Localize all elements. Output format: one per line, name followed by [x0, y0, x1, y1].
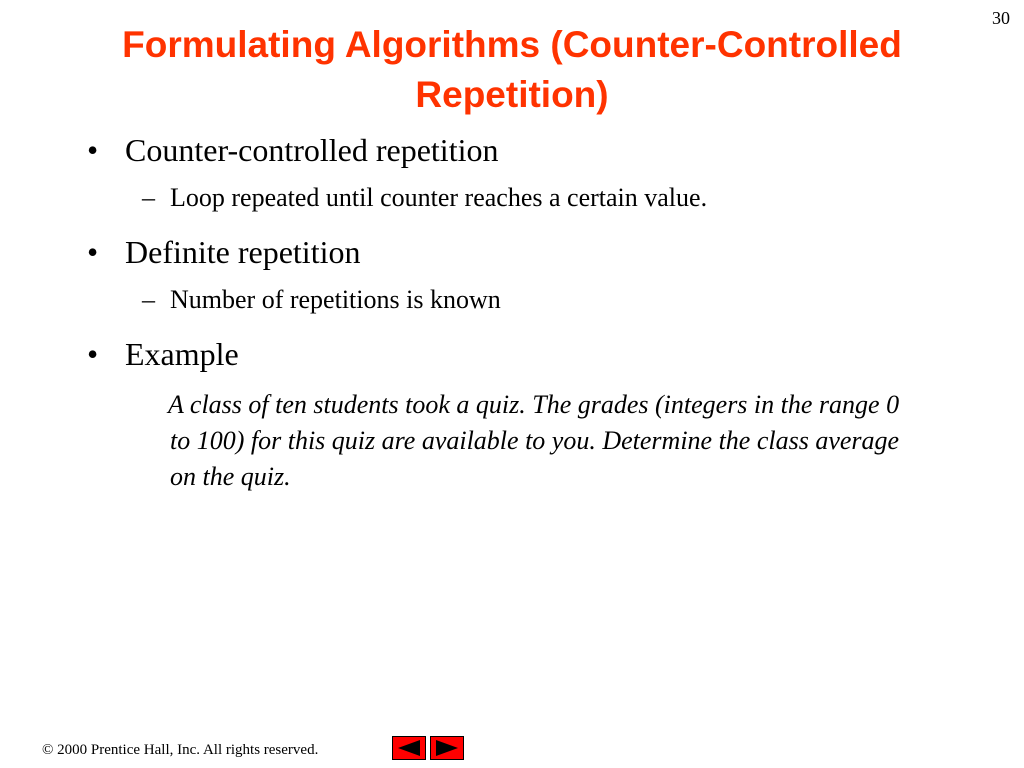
slide-navigation [392, 736, 464, 760]
slide-title-line-1: Formulating Algorithms (Counter-Controlled [122, 24, 902, 65]
sub-bullet-number-known: – Number of repetitions is known [170, 283, 1024, 317]
slide-title-line-2: Repetition) [415, 74, 609, 115]
slide-content [0, 128, 1024, 495]
bullet-counter-controlled: • Counter-controlled repetition [125, 128, 1024, 172]
slide-number: 30 [992, 8, 1010, 28]
bullet-definite-repetition: • Definite repetition [125, 230, 1024, 274]
bullet-example: • Example [125, 332, 1024, 376]
next-slide-button[interactable] [430, 736, 464, 760]
triangle-right-icon [434, 739, 460, 757]
example-paragraph: A class of ten students took a quiz. The grades (integers in the range 0 to 100) for this quiz are available to you. Determine the class average on the quiz. [168, 390, 900, 491]
triangle-left-icon [396, 739, 422, 757]
footer-copyright: © 2000 Prentice Hall, Inc. All rights reserved. [42, 742, 319, 758]
previous-slide-button[interactable] [392, 736, 426, 760]
sub-bullet-loop-repeated: – Loop repeated until counter reaches a certain value. [170, 181, 1024, 215]
slide-title [60, 20, 964, 120]
